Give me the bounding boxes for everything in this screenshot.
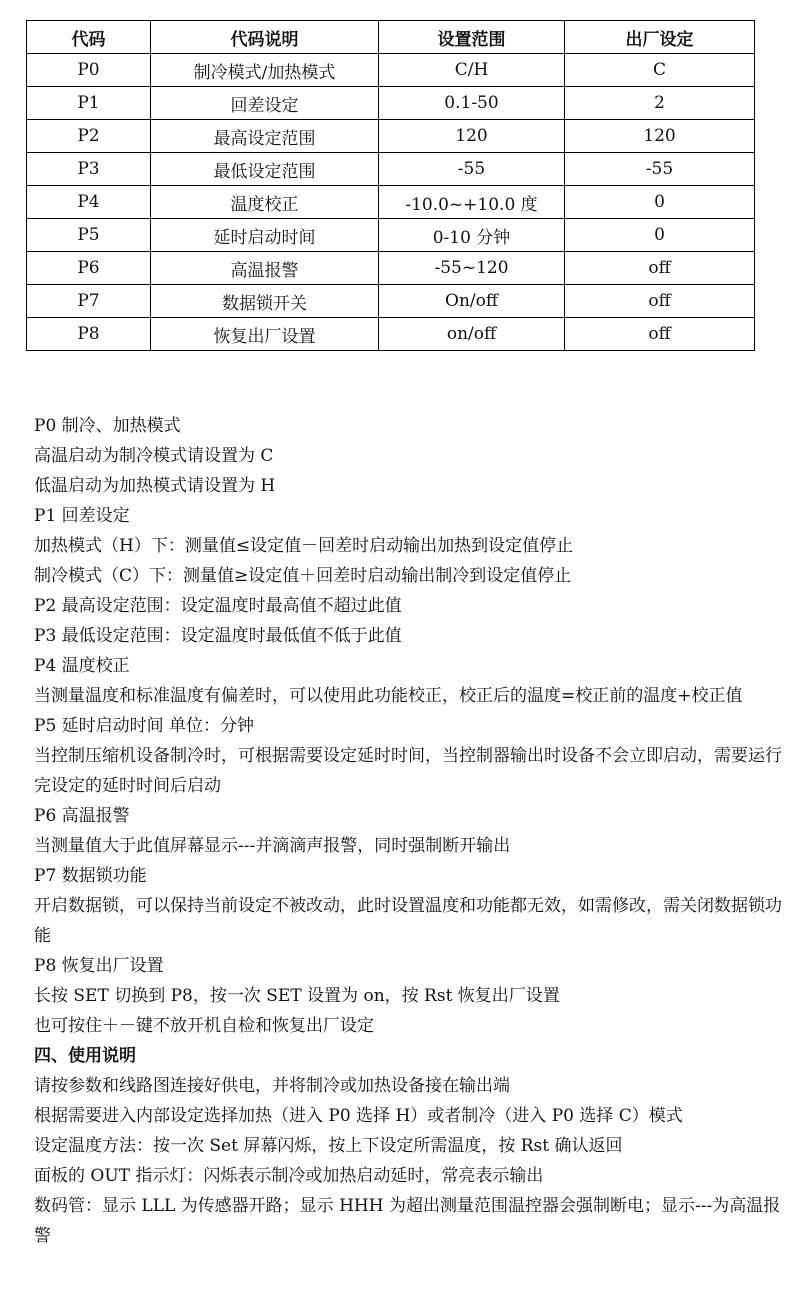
table-row (27, 219, 755, 252)
table-row (27, 153, 755, 186)
cell-description: 温度校正 (151, 186, 379, 219)
cell-description: 最高设定范围 (151, 120, 379, 153)
note-line: 根据需要进入内部设定选择加热（进入 P0 选择 H）或者制冷（进入 P0 选择 C）模式 (34, 1106, 683, 1126)
note-line: P0 制冷、加热模式 (34, 416, 181, 436)
note-paragraph: 当测量温度和标准温度有偏差时，可以使用此功能校正，校正后的温度=校正前的温度+校正值 (34, 686, 743, 706)
cell-description: 制冷模式/加热模式 (151, 54, 379, 87)
cell-range: -55 (379, 153, 565, 186)
cell-range: -10.0~+10.0 度 (379, 186, 565, 219)
cell-range: on/off (379, 318, 565, 351)
note-line: 高温启动为制冷模式请设置为 C (34, 446, 274, 466)
note-paragraph: 开启数据锁，可以保持当前设定不被改动，此时设置温度和功能都无效，如需修改，需关闭数据锁功能 (34, 896, 782, 946)
cell-code: P2 (27, 120, 151, 153)
cell-code: P3 (27, 153, 151, 186)
table-row (27, 186, 755, 219)
note-line: 设定温度方法：按一次 Set 屏幕闪烁，按上下设定所需温度，按 Rst 确认返回 (34, 1136, 623, 1156)
cell-range: C/H (379, 54, 565, 87)
cell-description: 最低设定范围 (151, 153, 379, 186)
cell-description: 延时启动时间 (151, 219, 379, 252)
cell-code: P0 (27, 54, 151, 87)
table-row (27, 87, 755, 120)
note-line: 制冷模式（C）下：测量值≥设定值＋回差时启动输出制冷到设定值停止 (34, 566, 572, 586)
cell-range: 0.1-50 (379, 87, 565, 120)
note-line: P4 温度校正 (34, 656, 130, 676)
note-line: 低温启动为加热模式请设置为 H (34, 476, 276, 496)
cell-code: P8 (27, 318, 151, 351)
table-row (27, 252, 755, 285)
cell-default: 120 (565, 120, 755, 153)
cell-range: 120 (379, 120, 565, 153)
section-heading: 四、使用说明 (34, 1046, 136, 1066)
cell-default: off (565, 252, 755, 285)
cell-description: 高温报警 (151, 252, 379, 285)
cell-description: 回差设定 (151, 87, 379, 120)
cell-default: 0 (565, 186, 755, 219)
note-line: 也可按住＋－键不放开机自检和恢复出厂设定 (34, 1016, 374, 1036)
table-row (27, 318, 755, 351)
parameter-table (26, 20, 755, 351)
instructions-text (34, 411, 782, 1251)
header-range: 设置范围 (379, 21, 565, 54)
table-row (27, 120, 755, 153)
cell-default: 0 (565, 219, 755, 252)
note-line: 面板的 OUT 指示灯：闪烁表示制冷或加热启动延时，常亮表示输出 (34, 1166, 544, 1186)
cell-default: C (565, 54, 755, 87)
header-description: 代码说明 (151, 21, 379, 54)
note-line: 长按 SET 切换到 P8，按一次 SET 设置为 on，按 Rst 恢复出厂设置 (34, 986, 560, 1006)
cell-description: 数据锁开关 (151, 285, 379, 318)
table-header-row (27, 21, 755, 54)
cell-code: P1 (27, 87, 151, 120)
header-default: 出厂设定 (565, 21, 755, 54)
note-line: P3 最低设定范围：设定温度时最低值不低于此值 (34, 626, 402, 646)
note-line: P7 数据锁功能 (34, 866, 147, 886)
table-row (27, 285, 755, 318)
cell-range: 0-10 分钟 (379, 219, 565, 252)
note-line: P1 回差设定 (34, 506, 130, 526)
cell-default: 2 (565, 87, 755, 120)
header-code: 代码 (27, 21, 151, 54)
table-row (27, 54, 755, 87)
cell-code: P4 (27, 186, 151, 219)
note-line: 请按参数和线路图连接好供电，并将制冷或加热设备接在输出端 (34, 1076, 510, 1096)
cell-code: P6 (27, 252, 151, 285)
cell-code: P5 (27, 219, 151, 252)
cell-range: On/off (379, 285, 565, 318)
note-line: P8 恢复出厂设置 (34, 956, 164, 976)
note-line: P6 高温报警 (34, 806, 130, 826)
cell-description: 恢复出厂设置 (151, 318, 379, 351)
note-paragraph: 当控制压缩机设备制冷时，可根据需要设定延时时间，当控制器输出时设备不会立即启动，需要运行完设定的延时时间后启动 (34, 746, 782, 796)
cell-default: -55 (565, 153, 755, 186)
cell-code: P7 (27, 285, 151, 318)
note-paragraph: 数码管：显示 LLL 为传感器开路；显示 HHH 为超出测量范围温控器会强制断电；显示---为高温报警 (34, 1196, 781, 1246)
note-line: P2 最高设定范围：设定温度时最高值不超过此值 (34, 596, 402, 616)
cell-range: -55~120 (379, 252, 565, 285)
note-line: 加热模式（H）下：测量值≤设定值－回差时启动输出加热到设定值停止 (34, 536, 574, 556)
cell-default: off (565, 318, 755, 351)
cell-default: off (565, 285, 755, 318)
note-line: P5 延时启动时间 单位：分钟 (34, 716, 255, 736)
note-line: 当测量值大于此值屏幕显示---并滴滴声报警，同时强制断开输出 (34, 836, 511, 856)
